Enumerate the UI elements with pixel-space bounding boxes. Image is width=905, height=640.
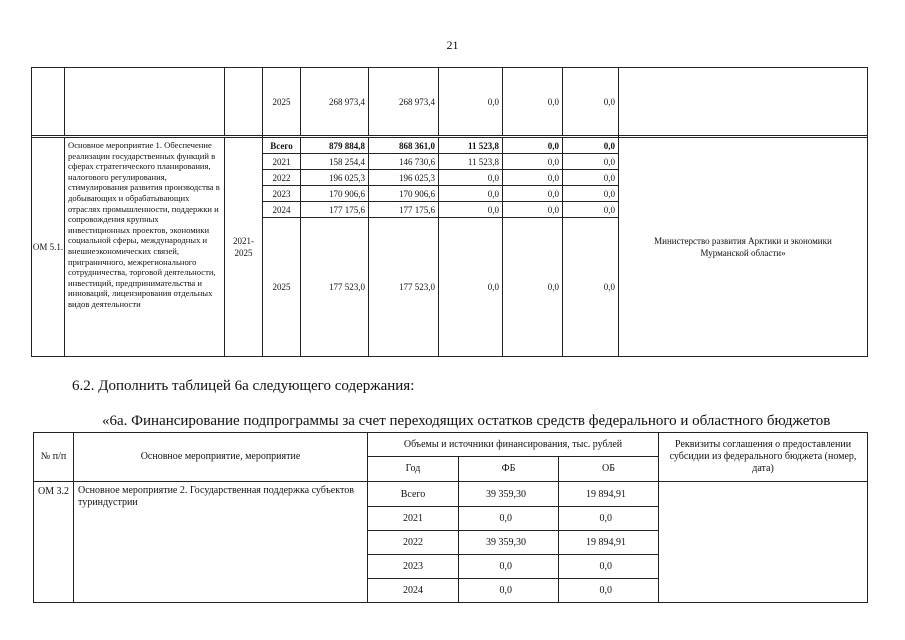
header-activity: Основное мероприятие, мероприятие [74,433,368,482]
total-cell: 158 254,4 [301,154,369,170]
year-cell: 2022 [368,531,459,555]
header-num: № п/п [34,433,74,482]
fb-cell: 0,0 [459,555,559,579]
table-header-row [34,433,868,457]
ob-cell: 170 906,6 [369,186,439,202]
value-cell: 0,0 [503,202,563,218]
year-cell: 2024 [368,579,459,603]
fb-cell: 0,0 [439,202,503,218]
requisites-cell [659,482,868,603]
activity-description: Основное мероприятие 2. Государственная поддержка субъектов туриндустрии [74,482,368,603]
year-cell: 2024 [263,202,301,218]
value-cell: 0,0 [503,68,563,136]
description-cell [65,68,225,136]
fb-cell: 0,0 [459,507,559,531]
value-cell: 0,0 [563,218,619,357]
ob-cell: 0,0 [559,507,659,531]
ob-cell: 0,0 [559,579,659,603]
value-cell: 0,0 [563,186,619,202]
year-cell: 2023 [263,186,301,202]
fb-cell: 0,0 [439,170,503,186]
financing-table-continuation [31,67,868,357]
total-cell: 177 175,6 [301,202,369,218]
ob-cell: 177 523,0 [369,218,439,357]
total-cell: 268 973,4 [301,68,369,136]
fb-cell: 0,0 [439,218,503,357]
year-cell: Всего [368,482,459,507]
year-cell: 2025 [263,218,301,357]
paragraph-6-2: 6.2. Дополнить таблицей 6а следующего содержания: [72,378,415,394]
ob-cell: 19 894,91 [559,531,659,555]
activity-description: Основное мероприятие 1. Обеспечение реализации государственных функций в сферах стратегического планирования, налогового регулирования, стимулирования развития производства в добывающих и обрабатывающих отраслях промышленности, поддержки и сопровождения крупных инвестиционных проектов, экономики социальной сферы, международных и внешнеэкономических связей, приграничного, межрегионального сотрудничества, торговой деятельности, инвестиций, предпринимательства и инноваций, лицензирования отдельных видов деятельности [65,138,225,357]
fb-cell: 11 523,8 [439,154,503,170]
header-year: Год [368,457,459,482]
header-volumes: Объемы и источники финансирования, тыс. рублей [368,433,659,457]
om-code: ОМ 3.2 [34,482,74,603]
page-number: 21 [446,38,459,52]
fb-cell: 39 359,30 [459,531,559,555]
total-cell: 177 523,0 [301,218,369,357]
value-cell: 0,0 [563,138,619,154]
executor-cell [619,68,868,136]
fb-cell: 39 359,30 [459,482,559,507]
year-cell: 2021 [263,154,301,170]
fb-cell: 0,0 [459,579,559,603]
total-cell: 879 884,8 [301,138,369,154]
value-cell: 0,0 [563,68,619,136]
executor: Министерство развития Арктики и экономики Мурманской области» [619,138,868,357]
ob-cell: 868 361,0 [369,138,439,154]
fb-cell: 0,0 [439,68,503,136]
year-cell: 2022 [263,170,301,186]
ob-cell: 146 730,6 [369,154,439,170]
fb-cell: 11 523,8 [439,138,503,154]
table-6a-title: «6а. Финансирование подпрограммы за счет переходящих остатков средств федерального и областного бюджетов [102,413,831,429]
value-cell: 0,0 [563,170,619,186]
value-cell: 0,0 [503,154,563,170]
ob-cell: 196 025,3 [369,170,439,186]
header-fb: ФБ [459,457,559,482]
table-row [32,68,868,136]
header-requisites: Реквизиты соглашения о предоставлении субсидии из федерального бюджета (номер, дата) [659,433,868,482]
value-cell: 0,0 [503,218,563,357]
period-cell [225,68,263,136]
value-cell: 0,0 [503,170,563,186]
year-cell: 2025 [263,68,301,136]
ob-cell: 19 894,91 [559,482,659,507]
ob-cell: 0,0 [559,555,659,579]
table-6a [33,432,868,603]
om-code: ОМ 5.1. [32,138,65,357]
total-cell: 170 906,6 [301,186,369,202]
value-cell: 0,0 [503,138,563,154]
year-cell: 2023 [368,555,459,579]
table-row [34,482,868,507]
header-ob: ОБ [559,457,659,482]
ob-cell: 177 175,6 [369,202,439,218]
ob-cell: 268 973,4 [369,68,439,136]
value-cell: 0,0 [563,202,619,218]
fb-cell: 0,0 [439,186,503,202]
total-cell: 196 025,3 [301,170,369,186]
period: 2021-2025 [225,138,263,357]
year-cell: 2021 [368,507,459,531]
year-cell: Всего [263,138,301,154]
table-row [32,138,868,154]
code-cell [32,68,65,136]
value-cell: 0,0 [503,186,563,202]
value-cell: 0,0 [563,154,619,170]
